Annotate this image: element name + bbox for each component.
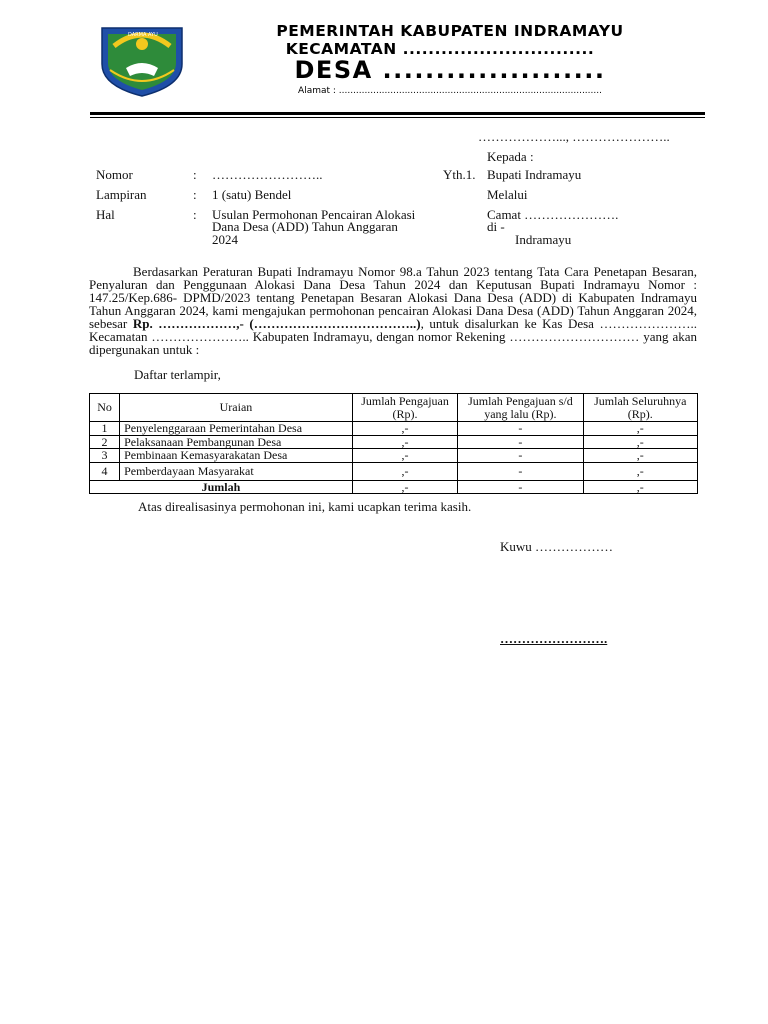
- header-jumlah-pengajuan: Jumlah Pengajuan (Rp).: [352, 394, 457, 422]
- row-uraian: Pemberdayaan Masyarakat: [120, 462, 353, 480]
- kepada-label: Kepada :: [487, 149, 534, 164]
- header-uraian: Uraian: [120, 394, 353, 422]
- table-total-row: [90, 480, 698, 494]
- body-text-main: Berdasarkan Peraturan Bupati Indramayu Nomor 98.a Tahun 2023 tentang Tata Cara Penetapan Besaran, Penyaluran dan Penggunaan Alokasi Dana Desa Tahun 2024 dan Keputusan Bupati Indramayu Nomor : 147.25/Kep.686- DPMD/2023 tentang Penetapan Besaran Alokasi Dana Desa (ADD) di Kabupaten Indramayu Tahun Anggaran 2024, kami mengajukan permohonan pencairan Alokasi Dana Desa (ADD) Tahun Anggaran 2024, sebesar: [89, 264, 697, 331]
- nomor-value: ……………………..: [212, 167, 323, 182]
- recipient-place: Indramayu: [515, 232, 572, 247]
- village-title: DESA .....................: [294, 56, 606, 84]
- amount-text: Rp. ………………,- (………………………………..): [132, 316, 421, 331]
- row-pengajuan: ,-: [352, 435, 457, 449]
- district-title: KECAMATAN ..............................: [285, 40, 595, 58]
- camat-line: Camat ………………….: [487, 207, 619, 222]
- row-lalu: -: [458, 435, 583, 449]
- melalui-label: Melalui: [487, 187, 528, 202]
- regency-logo: [96, 22, 188, 98]
- hal-colon: :: [193, 207, 197, 222]
- budget-table: [89, 393, 698, 494]
- row-seluruhnya: ,-: [583, 422, 697, 436]
- date-place-line: ………………..., …………………..: [478, 129, 670, 144]
- lampiran-colon: :: [193, 187, 197, 202]
- letterhead-rule-thick: [90, 112, 705, 115]
- hal-label: Hal: [96, 207, 115, 222]
- table-row: [90, 422, 698, 436]
- total-pengajuan: ,-: [352, 480, 457, 494]
- body-paragraph: [89, 265, 697, 356]
- yth-label: Yth.1.: [443, 167, 476, 182]
- header-no: No: [90, 394, 120, 422]
- row-no: 1: [90, 422, 120, 436]
- nomor-colon: :: [193, 167, 197, 182]
- letterhead-rule-thin: [90, 117, 705, 118]
- row-no: 4: [90, 462, 120, 480]
- lampiran-label: Lampiran: [96, 187, 147, 202]
- table-header-row: [90, 394, 698, 422]
- recipient-name: Bupati Indramayu: [487, 167, 582, 182]
- nomor-label: Nomor: [96, 167, 133, 182]
- row-uraian: Penyelenggaraan Pemerintahan Desa: [120, 422, 353, 436]
- row-lalu: -: [458, 462, 583, 480]
- table-row: [90, 462, 698, 480]
- total-lalu: -: [458, 480, 583, 494]
- row-lalu: -: [458, 449, 583, 463]
- hal-value-line2: Dana Desa (ADD) Tahun Anggaran: [212, 219, 398, 234]
- header-jumlah-seluruhnya: Jumlah Seluruhnya (Rp).: [583, 394, 697, 422]
- row-seluruhnya: ,-: [583, 435, 697, 449]
- row-uraian: Pelaksanaan Pembangunan Desa: [120, 435, 353, 449]
- total-seluruhnya: ,-: [583, 480, 697, 494]
- row-pengajuan: ,-: [352, 462, 457, 480]
- row-seluruhnya: ,-: [583, 462, 697, 480]
- signatory-title: Kuwu ………………: [500, 539, 614, 554]
- row-uraian: Pembinaan Kemasyarakatan Desa: [120, 449, 353, 463]
- lampiran-value: 1 (satu) Bendel: [212, 187, 292, 202]
- row-no: 2: [90, 435, 120, 449]
- di-label: di -: [487, 219, 505, 234]
- hal-value-line3: 2024: [212, 232, 238, 247]
- total-label: Jumlah: [90, 480, 353, 494]
- hal-value-line1: Usulan Permohonan Pencairan Alokasi: [212, 207, 416, 222]
- row-lalu: -: [458, 422, 583, 436]
- row-pengajuan: ,-: [352, 422, 457, 436]
- signatory-name: …………………….: [500, 631, 608, 646]
- daftar-label: Daftar terlampir,: [134, 367, 221, 382]
- row-no: 3: [90, 449, 120, 463]
- government-title: PEMERINTAH KABUPATEN INDRAMAYU: [276, 22, 624, 40]
- header-jumlah-lalu: Jumlah Pengajuan s/d yang lalu (Rp).: [458, 394, 583, 422]
- table-row: [90, 449, 698, 463]
- body-text-end: , untuk disalurkan ke Kas Desa ………………….. Kecamatan ………………….. Kabupaten Indramayu, dengan nomor Rekening ………………………… yang akan dipergunakan untuk :: [89, 316, 697, 357]
- logo-motto: DARMA AYU: [128, 32, 158, 38]
- closing-text: Atas direalisasinya permohonan ini, kami ucapkan terima kasih.: [138, 499, 472, 514]
- row-pengajuan: ,-: [352, 449, 457, 463]
- row-seluruhnya: ,-: [583, 449, 697, 463]
- table-row: [90, 435, 698, 449]
- address-line: Alamat : ............................................................................................: [298, 86, 602, 96]
